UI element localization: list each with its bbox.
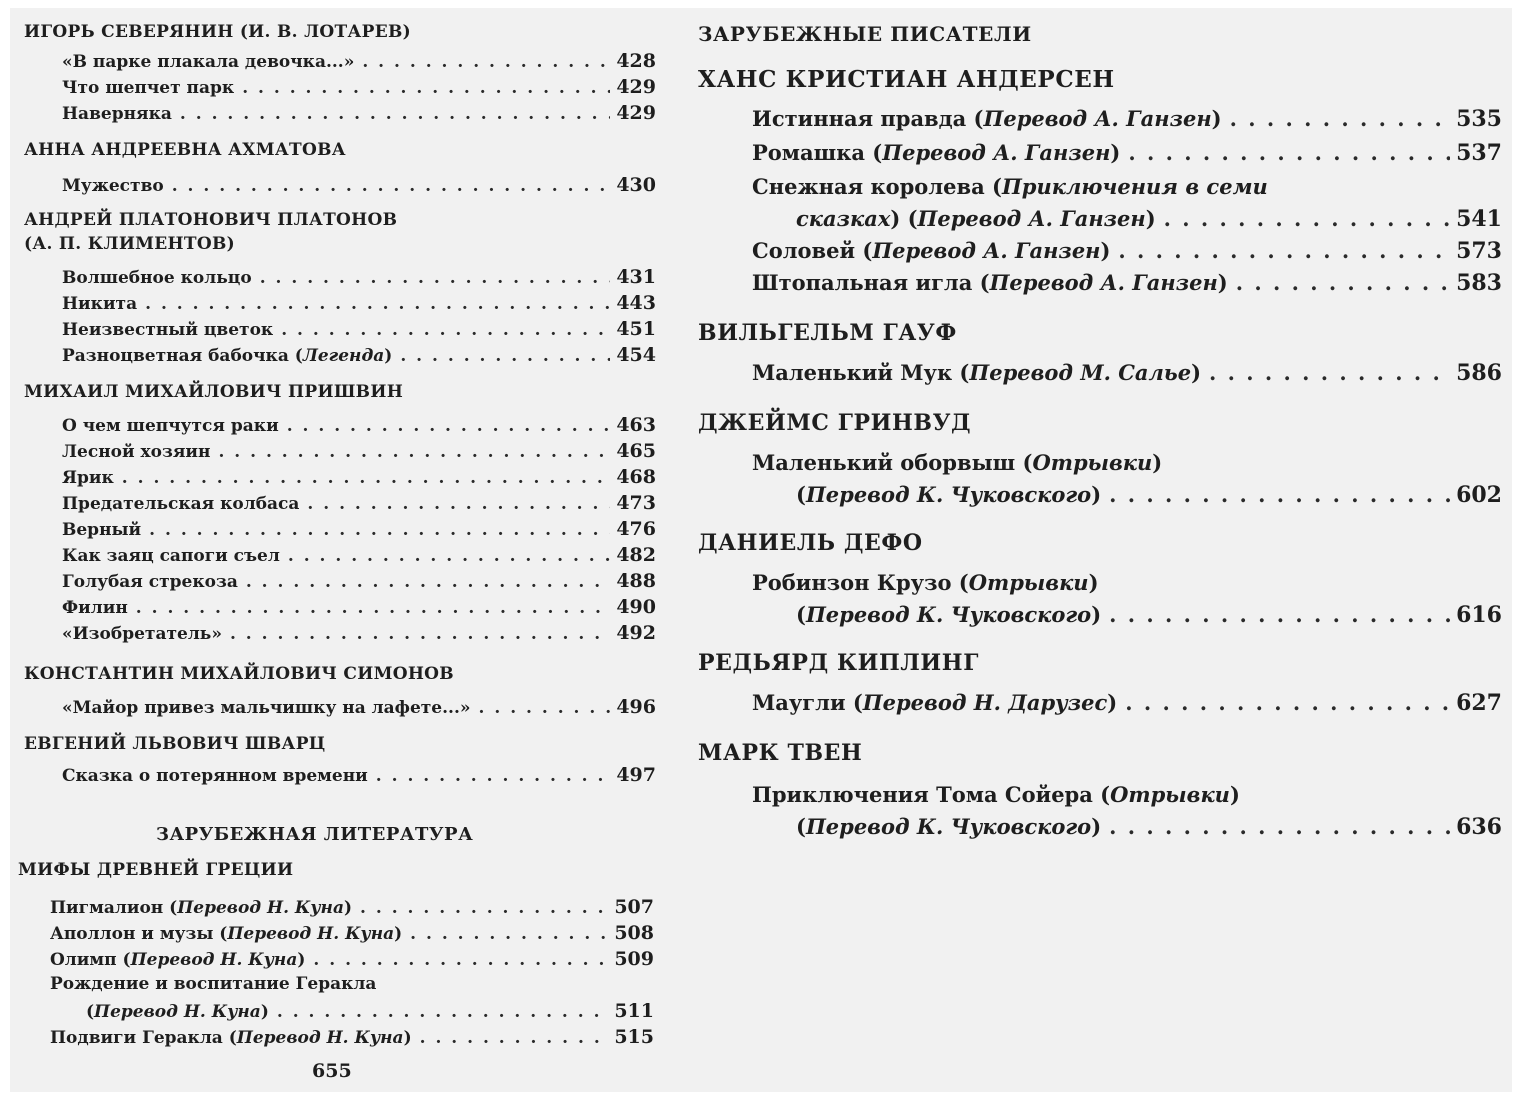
toc-entry[interactable]	[50, 1026, 654, 1048]
entry-title: Соловей (Перевод А. Ганзен)	[752, 238, 1111, 263]
leader-dots	[1230, 106, 1450, 131]
entry-title: Ярик	[62, 468, 114, 488]
entry-title: Маленький Мук (Перевод М. Салье)	[752, 360, 1202, 385]
entry-page: 496	[616, 696, 656, 718]
entry-title: Верный	[62, 520, 142, 540]
toc-entry[interactable]	[62, 466, 656, 488]
entry-page: 573	[1456, 238, 1502, 264]
entry-title: Сказка о потерянном времени	[62, 766, 368, 786]
toc-entry[interactable]	[796, 602, 1502, 628]
leader-dots	[287, 416, 611, 436]
entry-title: (Перевод К. Чуковского)	[796, 602, 1102, 627]
entry-title: Наверняка	[62, 104, 172, 124]
entry-page: 507	[614, 896, 654, 918]
entry-title: Подвиги Геракла (Перевод Н. Куна)	[50, 1028, 412, 1048]
author-heading: РЕДЬЯРД КИПЛИНГ	[698, 650, 979, 676]
entry-page: 492	[616, 622, 656, 644]
toc-entry[interactable]	[62, 266, 656, 288]
toc-entry[interactable]	[752, 106, 1502, 132]
entry-page: 430	[616, 174, 656, 196]
toc-entry[interactable]	[62, 102, 656, 124]
toc-entry[interactable]	[752, 140, 1502, 166]
toc-entry[interactable]	[62, 696, 656, 718]
leader-dots	[136, 598, 611, 618]
leader-dots	[281, 320, 610, 340]
entry-page: 465	[616, 440, 656, 462]
leader-dots	[230, 624, 610, 644]
toc-entry[interactable]	[62, 544, 656, 566]
entry-title: Аполлон и музы (Перевод Н. Куна)	[50, 924, 403, 944]
leader-dots	[1109, 814, 1450, 839]
leader-dots	[1128, 140, 1450, 165]
toc-entry[interactable]	[62, 292, 656, 314]
entry-title: Штопальная игла (Перевод А. Ганзен)	[752, 270, 1228, 295]
leader-dots	[410, 924, 608, 944]
leader-dots	[149, 520, 610, 540]
toc-entry[interactable]	[62, 50, 656, 72]
author-heading: ХАНС КРИСТИАН АНДЕРСЕН	[698, 66, 1115, 93]
entry-title: (Перевод К. Чуковского)	[796, 814, 1102, 839]
toc-entry[interactable]	[50, 948, 654, 970]
leader-dots	[1209, 360, 1450, 385]
entry-page: 535	[1456, 106, 1502, 132]
toc-entry[interactable]	[752, 238, 1502, 264]
entry-title: О чем шепчутся раки	[62, 416, 279, 436]
toc-entry[interactable]	[50, 896, 654, 918]
entry-page: 616	[1456, 602, 1502, 628]
toc-entry[interactable]	[752, 270, 1502, 296]
book-page-spread	[10, 8, 1512, 1092]
toc-entry[interactable]	[62, 440, 656, 462]
toc-entry[interactable]	[62, 318, 656, 340]
toc-entry[interactable]	[62, 596, 656, 618]
entry-title: Олимп (Перевод Н. Куна)	[50, 950, 306, 970]
toc-entry[interactable]	[62, 414, 656, 436]
entry-page: 428	[616, 50, 656, 72]
leader-dots	[1125, 690, 1450, 715]
entry-page: 511	[614, 1000, 654, 1022]
toc-entry[interactable]	[752, 360, 1502, 386]
entry-page: 451	[616, 318, 656, 340]
entry-title: Лесной хозяин	[62, 442, 211, 462]
leader-dots	[1164, 206, 1450, 231]
entry-title-line1: Рождение и воспитание Геракла	[50, 974, 377, 994]
entry-title: Филин	[62, 598, 128, 618]
entry-title: «Изобретатель»	[62, 624, 222, 644]
leader-dots	[172, 176, 611, 196]
entry-title: (Перевод Н. Куна)	[86, 1002, 269, 1022]
entry-title: Предательская колбаса	[62, 494, 300, 514]
entry-title-line1: Приключения Тома Сойера (Отрывки)	[752, 782, 1240, 807]
leader-dots	[246, 572, 610, 592]
leader-dots	[313, 950, 608, 970]
entry-page: 473	[616, 492, 656, 514]
section-title: ЗАРУБЕЖНЫЕ ПИСАТЕЛИ	[698, 22, 1032, 46]
leader-dots	[307, 494, 610, 514]
entry-page: 443	[616, 292, 656, 314]
entry-title: Никита	[62, 294, 138, 314]
entry-title: Разноцветная бабочка (Легенда)	[62, 346, 393, 366]
leader-dots	[1236, 270, 1450, 295]
author-heading: КОНСТАНТИН МИХАЙЛОВИЧ СИМОНОВ	[24, 664, 454, 684]
left-page	[18, 8, 664, 1092]
toc-entry[interactable]	[752, 690, 1502, 716]
entry-page: 515	[614, 1026, 654, 1048]
entry-page: 429	[616, 102, 656, 124]
leader-dots	[180, 104, 610, 124]
leader-dots	[277, 1002, 608, 1022]
entry-title-line1: Снежная королева (Приключения в семи	[752, 174, 1268, 199]
leader-dots	[242, 78, 610, 98]
entry-title: «В парке плакала девочка...»	[62, 52, 355, 72]
entry-page: 508	[614, 922, 654, 944]
entry-title-line1: Робинзон Крузо (Отрывки)	[752, 570, 1099, 595]
entry-page: 509	[614, 948, 654, 970]
leader-dots	[479, 698, 611, 718]
entry-page: 636	[1456, 814, 1502, 840]
author-heading: ВИЛЬГЕЛЬМ ГАУФ	[698, 320, 957, 346]
leader-dots	[145, 294, 610, 314]
entry-title: (Перевод К. Чуковского)	[796, 482, 1102, 507]
leader-dots	[360, 898, 608, 918]
entry-page: 463	[616, 414, 656, 436]
leader-dots	[1109, 602, 1450, 627]
toc-entry[interactable]	[50, 922, 654, 944]
entry-page: 627	[1456, 690, 1502, 716]
leader-dots	[1109, 482, 1450, 507]
entry-title: Голубая стрекоза	[62, 572, 238, 592]
toc-entry[interactable]	[62, 570, 656, 592]
toc-entry[interactable]	[62, 76, 656, 98]
entry-page: 488	[616, 570, 656, 592]
author-heading: МИХАИЛ МИХАЙЛОВИЧ ПРИШВИН	[24, 382, 404, 402]
toc-entry[interactable]	[62, 764, 656, 786]
author-heading: МАРК ТВЕН	[698, 740, 863, 766]
leader-dots	[420, 1028, 609, 1048]
author-heading: АНДРЕЙ ПЛАТОНОВИЧ ПЛАТОНОВ	[24, 210, 398, 230]
author-heading: ДАНИЕЛЬ ДЕФО	[698, 530, 923, 556]
entry-title: сказках) (Перевод А. Ганзен)	[796, 206, 1156, 231]
section-title: ЗАРУБЕЖНАЯ ЛИТЕРАТУРА	[156, 824, 474, 845]
entry-page: 541	[1456, 206, 1502, 232]
entry-page: 431	[616, 266, 656, 288]
entry-page: 482	[616, 544, 656, 566]
entry-title: Мужество	[62, 176, 164, 196]
leader-dots	[1118, 238, 1450, 263]
entry-title: Волшебное кольцо	[62, 268, 252, 288]
page-number: 655	[312, 1060, 352, 1082]
entry-title: «Майор привез мальчишку на лафете...»	[62, 698, 471, 718]
entry-page: 586	[1456, 360, 1502, 386]
toc-entry[interactable]	[62, 174, 656, 196]
leader-dots	[122, 468, 611, 488]
author-heading: МИФЫ ДРЕВНЕЙ ГРЕЦИИ	[18, 860, 294, 880]
entry-page: 537	[1456, 140, 1502, 166]
entry-page: 497	[616, 764, 656, 786]
toc-entry[interactable]	[796, 206, 1502, 232]
entry-page: 602	[1456, 482, 1502, 508]
entry-title: Что шепчет парк	[62, 78, 235, 98]
author-heading: ИГОРЬ СЕВЕРЯНИН (И. В. ЛОТАРЕВ)	[24, 22, 411, 42]
entry-title: Неизвестный цветок	[62, 320, 274, 340]
entry-page: 476	[616, 518, 656, 540]
toc-entry[interactable]	[86, 1000, 654, 1022]
entry-page: 468	[616, 466, 656, 488]
entry-title: Ромашка (Перевод А. Ганзен)	[752, 140, 1121, 165]
leader-dots	[260, 268, 611, 288]
toc-entry[interactable]	[62, 492, 656, 514]
toc-entry[interactable]	[796, 482, 1502, 508]
leader-dots	[288, 546, 610, 566]
entry-title: Истинная правда (Перевод А. Ганзен)	[752, 106, 1222, 131]
entry-title: Пигмалион (Перевод Н. Куна)	[50, 898, 353, 918]
author-heading: АННА АНДРЕЕВНА АХМАТОВА	[24, 140, 346, 160]
entry-page: 583	[1456, 270, 1502, 296]
leader-dots	[376, 766, 611, 786]
entry-page: 429	[616, 76, 656, 98]
author-heading-pseudonym: (А. П. КЛИМЕНТОВ)	[24, 234, 235, 254]
toc-entry[interactable]	[62, 518, 656, 540]
entry-title: Как заяц сапоги съел	[62, 546, 280, 566]
entry-page: 454	[616, 344, 656, 366]
author-heading: ЕВГЕНИЙ ЛЬВОВИЧ ШВАРЦ	[24, 734, 326, 754]
toc-entry[interactable]	[62, 622, 656, 644]
entry-title-line1: Маленький оборвыш (Отрывки)	[752, 450, 1163, 475]
leader-dots	[218, 442, 610, 462]
entry-title: Маугли (Перевод Н. Дарузес)	[752, 690, 1118, 715]
leader-dots	[400, 346, 610, 366]
author-heading: ДЖЕЙМС ГРИНВУД	[698, 410, 972, 436]
right-page	[698, 8, 1502, 1092]
leader-dots	[362, 52, 610, 72]
entry-page: 490	[616, 596, 656, 618]
toc-entry[interactable]	[796, 814, 1502, 840]
toc-entry[interactable]	[62, 344, 656, 366]
